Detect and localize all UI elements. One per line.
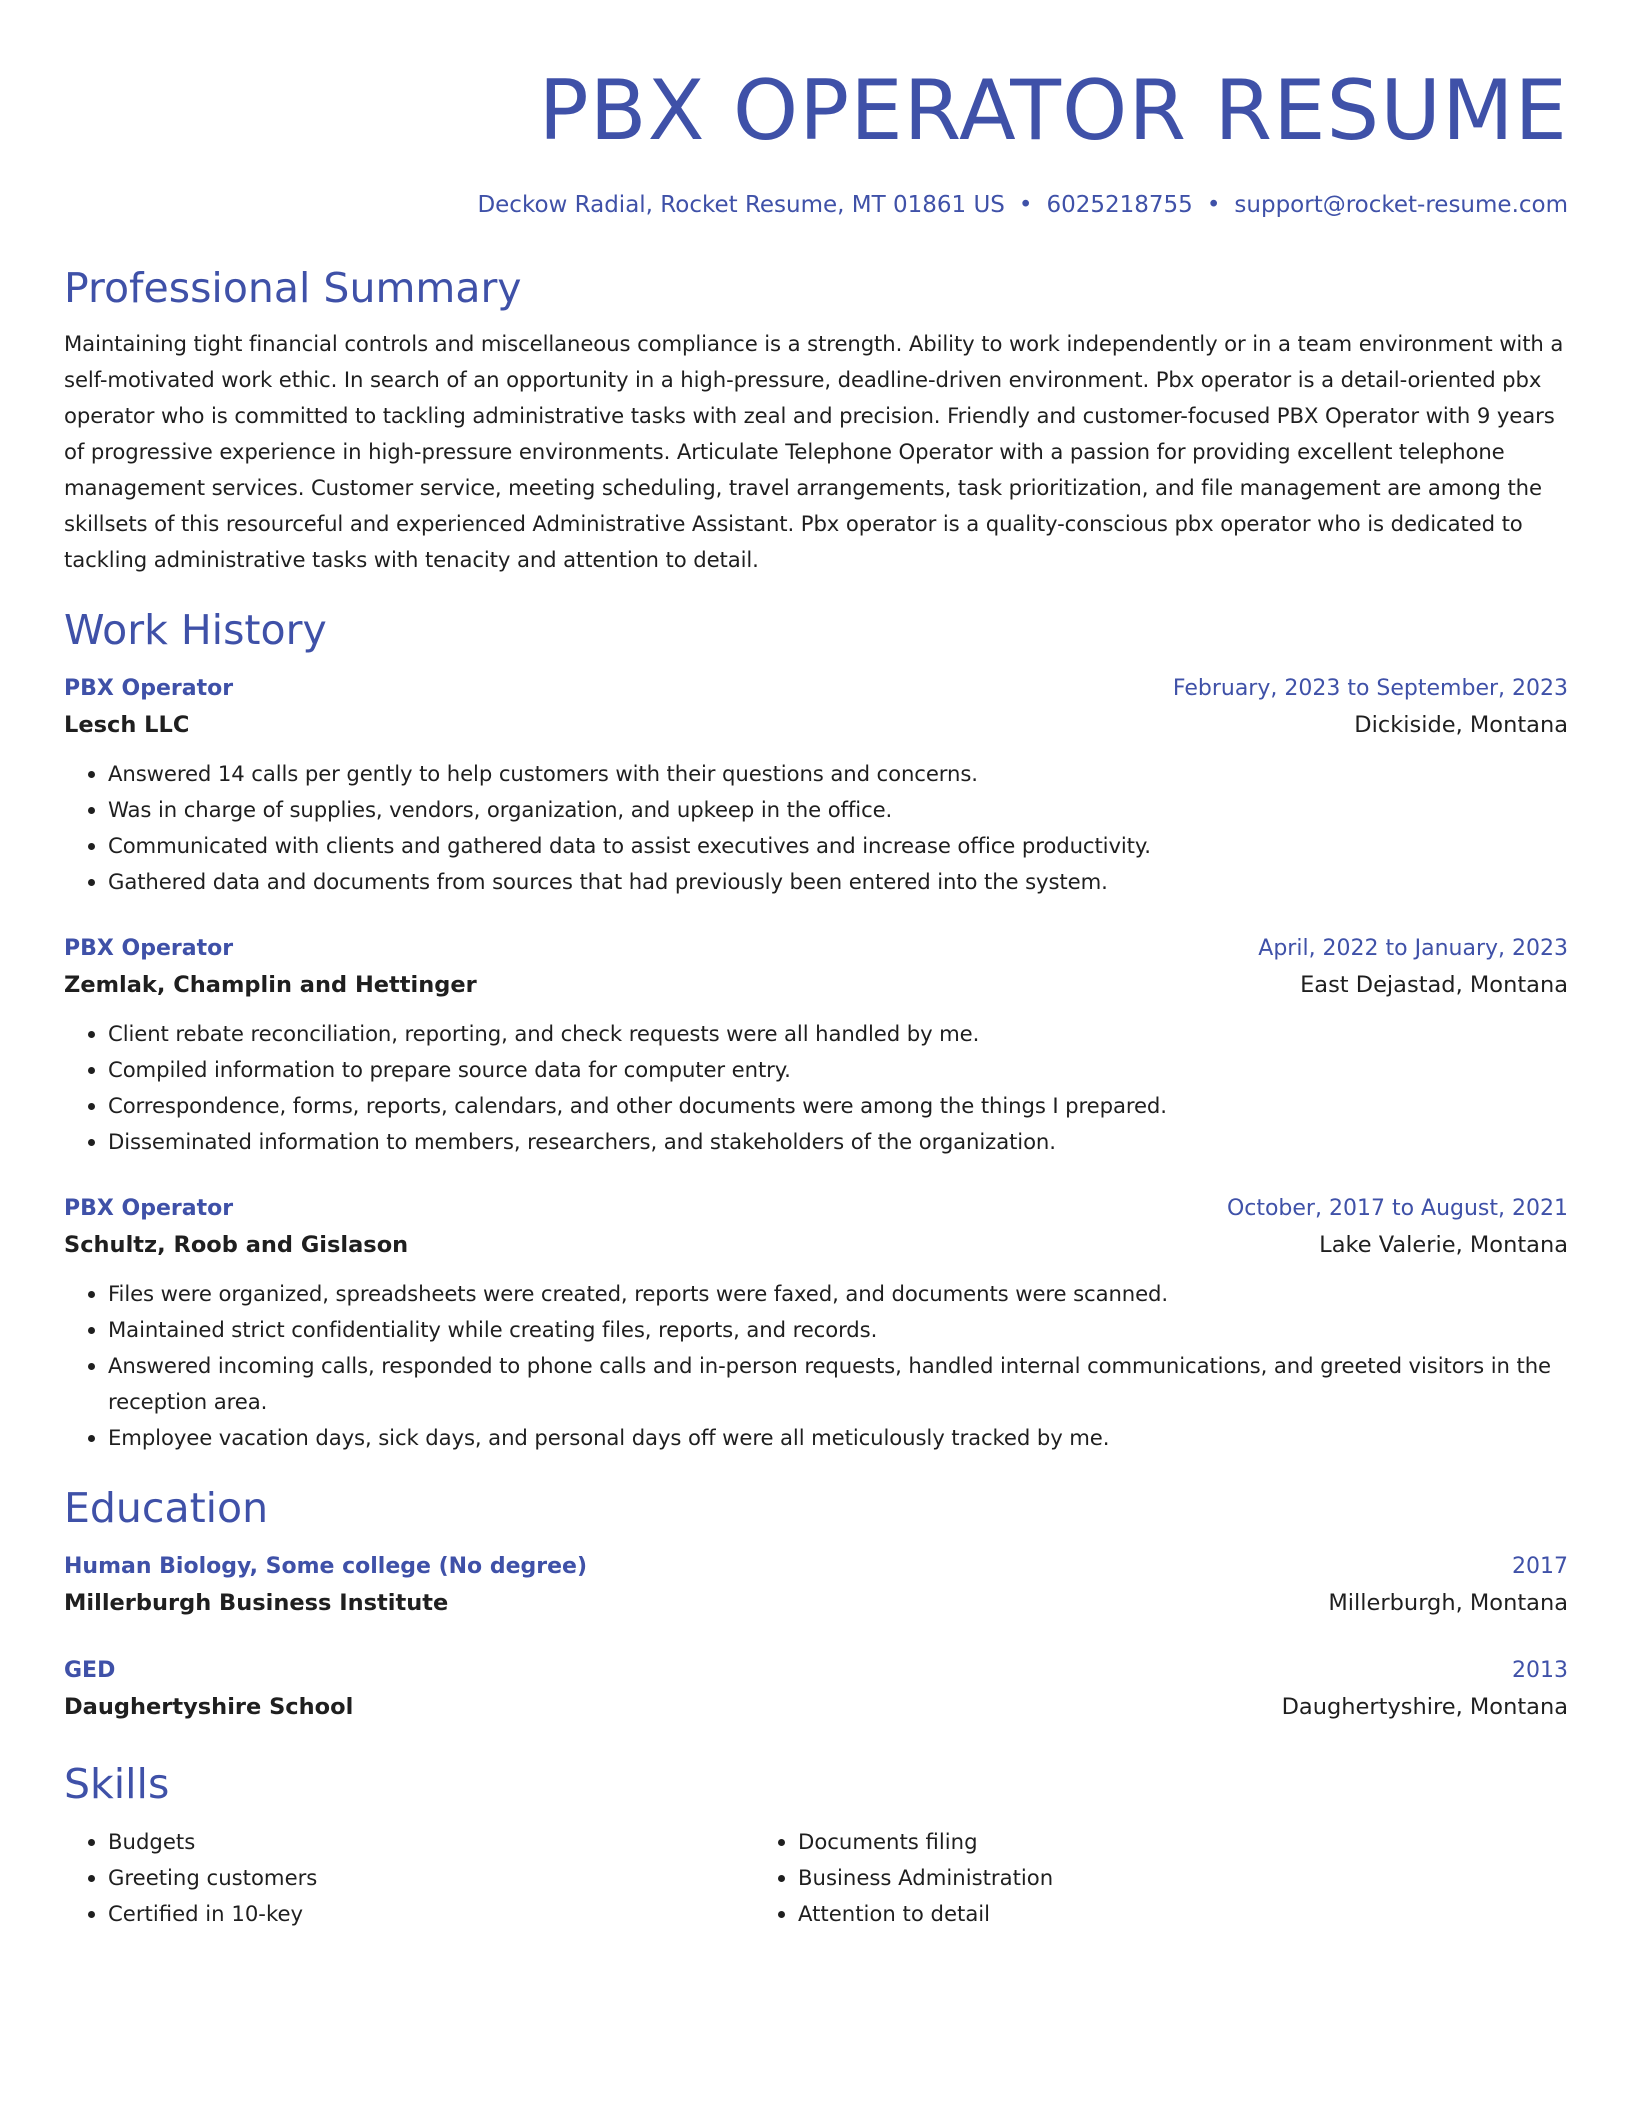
job-bullets <box>64 756 1568 900</box>
skills-column-right <box>754 1824 1444 1932</box>
skills-list <box>64 1824 1568 1932</box>
job-company: Lesch LLC <box>64 712 190 738</box>
job-bullet: • Employee vacation days, sick days, and personal days off were all meticulously tracked by me. <box>108 1420 1568 1456</box>
job-location: Dickiside, Montana <box>1354 712 1568 738</box>
skill-item: • Certified in 10-key <box>108 1896 754 1932</box>
job-dates: October, 2017 to August, 2021 <box>1226 1196 1568 1221</box>
skill-item: • Documents filing <box>798 1824 1444 1860</box>
job-entry <box>64 1192 1568 1456</box>
education-heading: Education <box>64 1484 269 1532</box>
skill-item: • Business Administration <box>798 1860 1444 1896</box>
job-location: East Dejastad, Montana <box>1300 972 1568 998</box>
summary-text: Maintaining tight financial controls and miscellaneous compliance is a strength. Ability to work independently or in a team environment with a self-motivated work ethic. In search of an opportunity in a high-pressure, deadline-driven environment. Pbx operator is a detail-oriented pbx operator who is committed to tackling administrative tasks with zeal and precision. Friendly and customer-focused PBX Operator with 9 years of progressive experience in high-pressure environments. Articulate Telephone Operator with a passion for providing excellent telephone management services. Customer service, meeting scheduling, travel arrangements, task prioritization, and file management are among the skillsets of this resourceful and experienced Administrative Assistant. Pbx operator is a quality-conscious pbx operator who is dedicated to tackling administrative tasks with tenacity and attention to detail. <box>64 331 1564 572</box>
job-bullet: • Answered 14 calls per gently to help customers with their questions and concerns. <box>108 756 1568 792</box>
job-bullet: • Maintained strict confidentiality while creating files, reports, and records. <box>108 1312 1568 1348</box>
job-company: Schultz, Roob and Gislason <box>64 1232 409 1258</box>
job-bullets <box>64 1276 1568 1456</box>
education-entry <box>64 1654 1568 1726</box>
job-role: PBX Operator <box>64 936 234 961</box>
education-year: 2017 <box>1512 1554 1568 1579</box>
education-school: Daughertyshire School <box>64 1694 354 1720</box>
education-year: 2013 <box>1512 1658 1568 1683</box>
education-entry <box>64 1550 1568 1622</box>
contact-address: Deckow Radial, Rocket Resume, MT 01861 US <box>477 192 1005 218</box>
education-degree: GED <box>64 1658 116 1683</box>
job-company: Zemlak, Champlin and Hettinger <box>64 972 477 998</box>
job-bullet: • Client rebate reconciliation, reporting, and check requests were all handled by me. <box>108 1016 1568 1052</box>
education-location: Millerburgh, Montana <box>1328 1590 1568 1616</box>
skill-item: • Greeting customers <box>108 1860 754 1896</box>
job-bullet: • Communicated with clients and gathered data to assist executives and increase office productivity. <box>108 828 1568 864</box>
skills-heading: Skills <box>64 1760 170 1808</box>
job-bullet: • Correspondence, forms, reports, calendars, and other documents were among the things I prepared. <box>108 1088 1568 1124</box>
skill-item: • Budgets <box>108 1824 754 1860</box>
job-dates: April, 2022 to January, 2023 <box>1258 936 1568 961</box>
job-bullet: • Compiled information to prepare source data for computer entry. <box>108 1052 1568 1088</box>
job-role: PBX Operator <box>64 1196 234 1221</box>
contact-phone: 6025218755 <box>1046 192 1193 218</box>
job-role: PBX Operator <box>64 676 234 701</box>
job-dates: February, 2023 to September, 2023 <box>1172 676 1568 701</box>
contact-line <box>64 190 1568 220</box>
skill-item: • Attention to detail <box>798 1896 1444 1932</box>
job-bullets <box>64 1016 1568 1160</box>
job-bullet: • Was in charge of supplies, vendors, organization, and upkeep in the office. <box>108 792 1568 828</box>
education-location: Daughertyshire, Montana <box>1281 1694 1568 1720</box>
job-bullet: • Files were organized, spreadsheets were created, reports were faxed, and documents were scanned. <box>108 1276 1568 1312</box>
job-bullet: • Answered incoming calls, responded to phone calls and in-person requests, handled internal communications, and greeted visitors in the reception area. <box>108 1348 1568 1420</box>
job-entry <box>64 672 1568 900</box>
summary-heading: Professional Summary <box>64 264 522 312</box>
work-history-heading: Work History <box>64 606 327 654</box>
education-degree: Human Biology, Some college (No degree) <box>64 1554 587 1579</box>
education-school: Millerburgh Business Institute <box>64 1590 449 1616</box>
job-location: Lake Valerie, Montana <box>1319 1232 1568 1258</box>
contact-separator: • <box>1206 192 1221 218</box>
contact-separator: • <box>1018 192 1033 218</box>
job-bullet: • Disseminated information to members, researchers, and stakeholders of the organization. <box>108 1124 1568 1160</box>
contact-email: support@rocket-resume.com <box>1234 192 1568 218</box>
resume-name: PBX OPERATOR RESUME <box>538 62 1568 159</box>
skills-column-left <box>64 1824 754 1932</box>
job-entry <box>64 932 1568 1160</box>
job-bullet: • Gathered data and documents from sources that had previously been entered into the system. <box>108 864 1568 900</box>
